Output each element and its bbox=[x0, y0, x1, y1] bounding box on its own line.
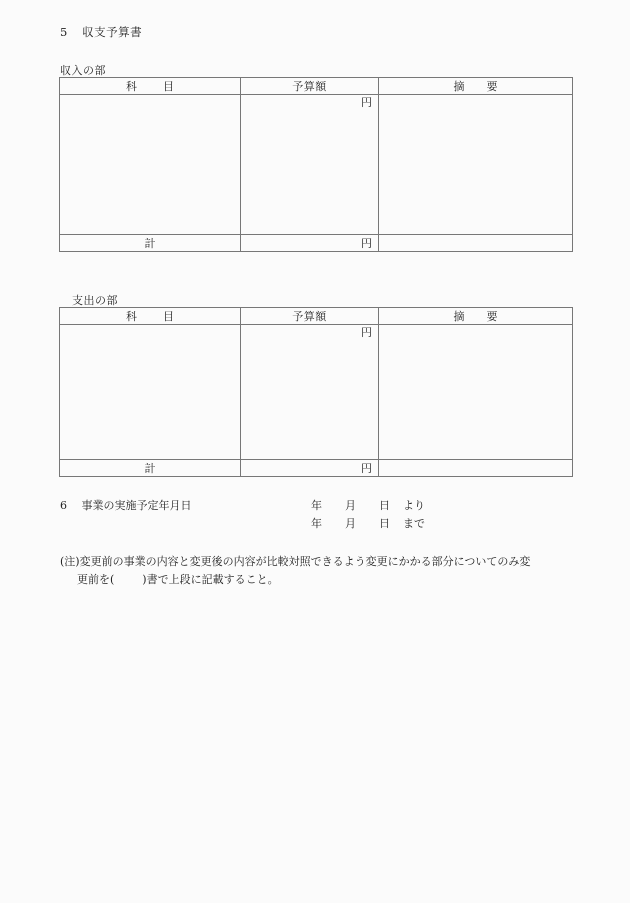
start-month-field[interactable]: 月 bbox=[345, 499, 356, 512]
income-section-label: 収入の部 bbox=[60, 64, 106, 77]
header-item: 科目 bbox=[60, 78, 241, 95]
income-total-label: 計 bbox=[60, 235, 241, 252]
yen-unit: 円 bbox=[361, 462, 372, 475]
table-row bbox=[60, 95, 573, 235]
section-6-title: 事業の実施予定年月日 bbox=[81, 499, 192, 512]
expense-total-amount[interactable] bbox=[241, 460, 379, 477]
header-amount: 予算額 bbox=[241, 78, 379, 95]
start-year-field[interactable]: 年 bbox=[311, 499, 322, 512]
section-5-heading bbox=[60, 24, 142, 40]
expense-total-summary[interactable] bbox=[379, 460, 573, 477]
start-suffix: より bbox=[403, 499, 425, 512]
expense-amount-cell[interactable] bbox=[241, 325, 379, 460]
table-total-row bbox=[60, 235, 573, 252]
expense-item-cell[interactable] bbox=[60, 325, 241, 460]
section-5-number: 5 bbox=[60, 25, 68, 39]
income-total-amount[interactable] bbox=[241, 235, 379, 252]
table-total-row bbox=[60, 460, 573, 477]
income-item-cell[interactable] bbox=[60, 95, 241, 235]
expense-summary-cell[interactable] bbox=[379, 325, 573, 460]
table-header-row bbox=[60, 308, 573, 325]
note-line-2 bbox=[77, 571, 279, 587]
note-line-1: (注)変更前の事業の内容と変更後の内容が比較対照できるよう変更にかかる部分についてのみ変 bbox=[60, 555, 531, 568]
section-6-heading bbox=[60, 497, 192, 513]
start-day-field[interactable]: 日 bbox=[379, 499, 390, 512]
end-suffix: まで bbox=[403, 517, 425, 530]
note-line-2-before: 更前を( bbox=[77, 573, 115, 586]
header-summary: 摘要 bbox=[379, 78, 573, 95]
income-budget-table bbox=[59, 77, 573, 252]
yen-unit: 円 bbox=[361, 237, 372, 250]
end-month-field[interactable]: 月 bbox=[345, 517, 356, 530]
header-summary: 摘要 bbox=[379, 308, 573, 325]
section-6-number: 6 bbox=[60, 499, 67, 512]
end-year-field[interactable]: 年 bbox=[311, 517, 322, 530]
expense-section-label: 支出の部 bbox=[72, 294, 118, 307]
yen-unit: 円 bbox=[361, 96, 372, 109]
note-line-2-after: )書で上段に記載すること。 bbox=[142, 573, 279, 586]
expense-total-label: 計 bbox=[60, 460, 241, 477]
income-amount-cell[interactable] bbox=[241, 95, 379, 235]
table-row bbox=[60, 325, 573, 460]
expense-budget-table bbox=[59, 307, 573, 477]
header-amount: 予算額 bbox=[241, 308, 379, 325]
income-summary-cell[interactable] bbox=[379, 95, 573, 235]
section-5-title: 収支予算書 bbox=[82, 25, 143, 39]
table-header-row bbox=[60, 78, 573, 95]
header-item: 科目 bbox=[60, 308, 241, 325]
income-total-summary[interactable] bbox=[379, 235, 573, 252]
yen-unit: 円 bbox=[361, 326, 372, 339]
end-day-field[interactable]: 日 bbox=[379, 517, 390, 530]
